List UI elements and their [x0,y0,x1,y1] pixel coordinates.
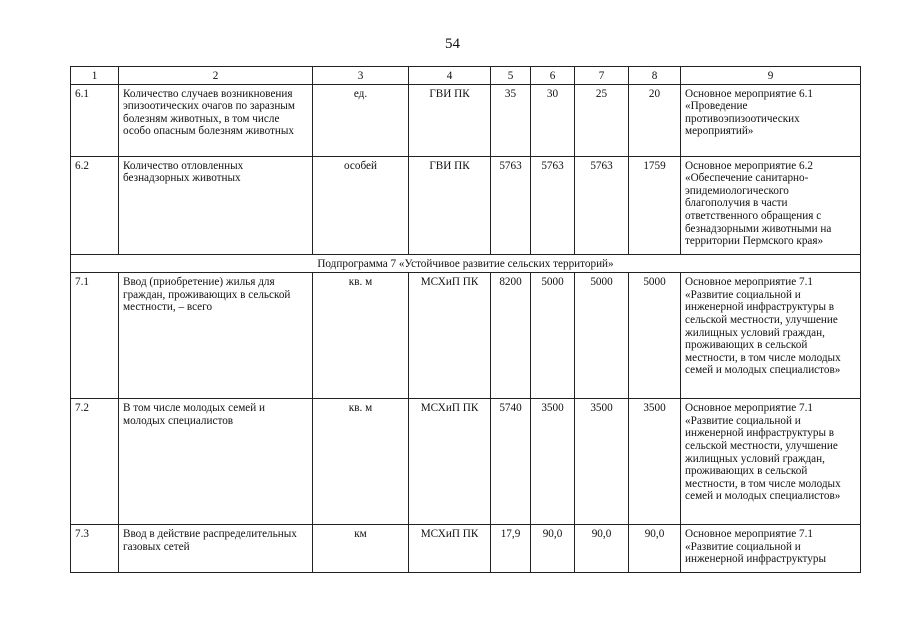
column-header: 5 [491,67,531,85]
column-header: 3 [313,67,409,85]
table-row [71,525,861,573]
value-col5: 5763 [491,156,531,254]
value-col7: 90,0 [575,525,629,573]
table-row [71,156,861,254]
value-col6: 5000 [531,273,575,399]
column-header: 8 [629,67,681,85]
value-col7: 25 [575,84,629,156]
unit: км [313,525,409,573]
column-header: 4 [409,67,491,85]
value-col8: 90,0 [629,525,681,573]
value-col5: 8200 [491,273,531,399]
value-col5: 5740 [491,399,531,525]
table-row [71,399,861,525]
value-col5: 35 [491,84,531,156]
row-number: 7.2 [71,399,119,525]
executor: МСХиП ПК [409,273,491,399]
unit: кв. м [313,399,409,525]
executor: ГВИ ПК [409,156,491,254]
value-col6: 90,0 [531,525,575,573]
value-col8: 5000 [629,273,681,399]
indicators-table [70,66,861,573]
executor: МСХиП ПК [409,399,491,525]
indicator-name: В том числе молодых семей и молодых специалистов [119,399,313,525]
executor: ГВИ ПК [409,84,491,156]
value-col7: 3500 [575,399,629,525]
unit: ед. [313,84,409,156]
column-header: 6 [531,67,575,85]
column-header: 2 [119,67,313,85]
page-number: 54 [445,36,460,52]
value-col7: 5763 [575,156,629,254]
column-header: 1 [71,67,119,85]
main-measure: Основное мероприятие 7.1 «Развитие социальной и инженерной инфраструктуры в сельской местности, улучшение жилищных условий граждан, проживающих в сельской местности, в том числе молодых семей и молодых специалистов» [681,399,861,525]
column-header-row [71,67,861,85]
main-measure: Основное мероприятие 7.1 «Развитие социальной и инженерной инфраструктуры [681,525,861,573]
unit: особей [313,156,409,254]
table-row [71,273,861,399]
value-col6: 3500 [531,399,575,525]
main-measure: Основное мероприятие 6.1 «Проведение противоэпизоотических мероприятий» [681,84,861,156]
unit: кв. м [313,273,409,399]
main-measure: Основное мероприятие 7.1 «Развитие социальной и инженерной инфраструктуры в сельской местности, улучшение жилищных условий граждан, проживающих в сельской местности, в том числе молодых семей и молодых специалистов» [681,273,861,399]
column-header: 7 [575,67,629,85]
value-col8: 20 [629,84,681,156]
value-col7: 5000 [575,273,629,399]
indicator-name: Количество отловленных безнадзорных животных [119,156,313,254]
subprogram-title: Подпрограмма 7 «Устойчивое развитие сельских территорий» [71,254,861,273]
value-col8: 3500 [629,399,681,525]
column-header: 9 [681,67,861,85]
executor: МСХиП ПК [409,525,491,573]
subprogram-row [71,254,861,273]
row-number: 6.1 [71,84,119,156]
value-col8: 1759 [629,156,681,254]
indicator-name: Ввод (приобретение) жилья для граждан, проживающих в сельской местности, – всего [119,273,313,399]
value-col5: 17,9 [491,525,531,573]
table-row [71,84,861,156]
indicator-name: Ввод в действие распределительных газовых сетей [119,525,313,573]
value-col6: 5763 [531,156,575,254]
row-number: 7.3 [71,525,119,573]
indicator-name: Количество случаев возникновения эпизоотических очагов по заразным болезням животных, в том числе особо опасным болезням животных [119,84,313,156]
main-measure: Основное мероприятие 6.2 «Обеспечение санитарно-эпидемиологического благополучия в части ответственного обращения с безнадзорными животными на территории Пермского края» [681,156,861,254]
row-number: 7.1 [71,273,119,399]
row-number: 6.2 [71,156,119,254]
value-col6: 30 [531,84,575,156]
